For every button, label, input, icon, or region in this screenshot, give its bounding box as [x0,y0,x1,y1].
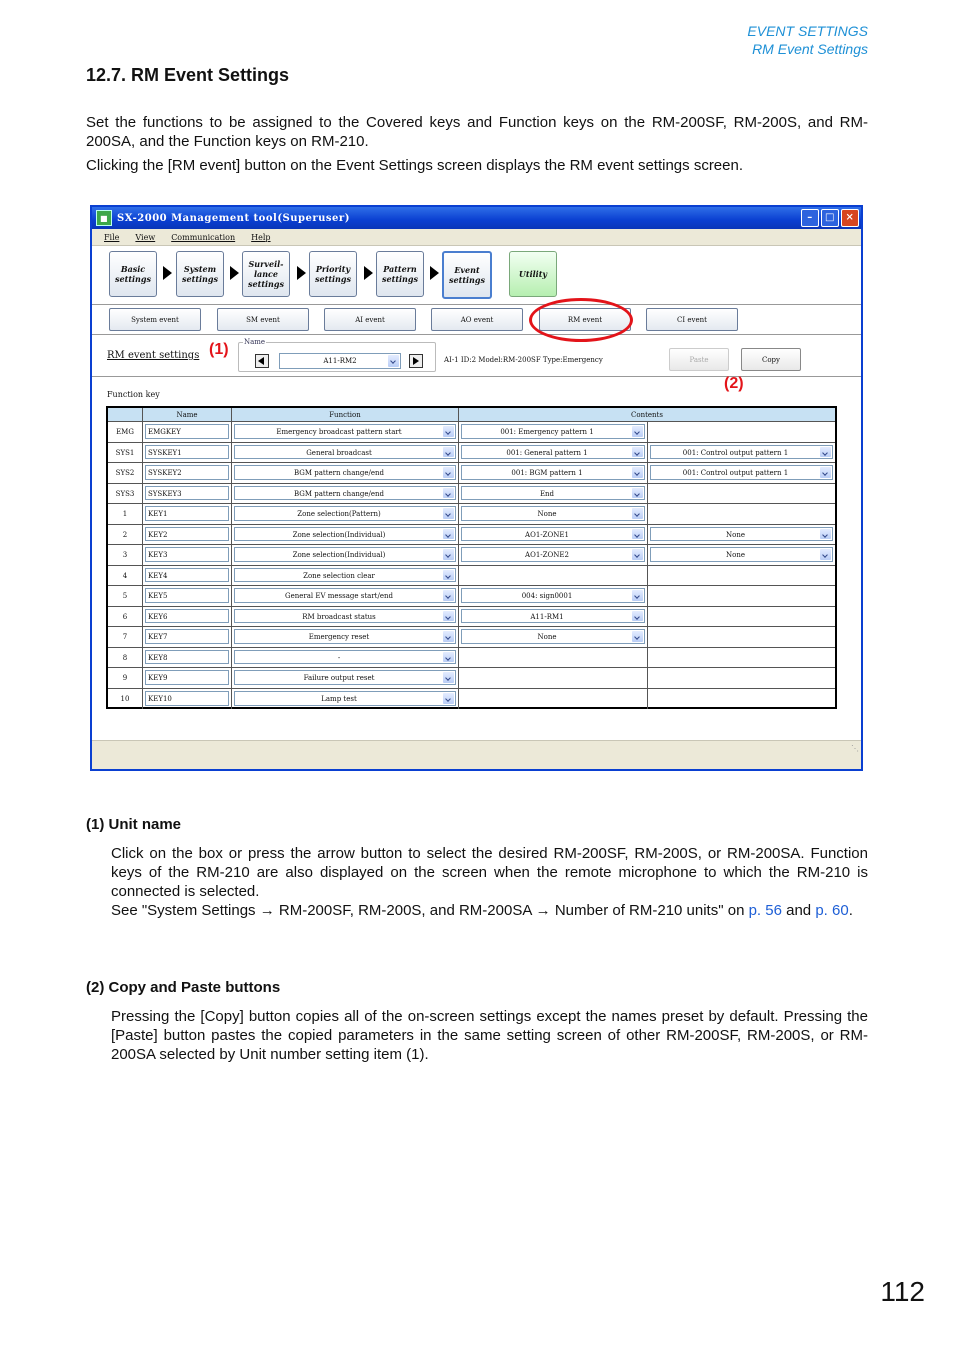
function-value: BGM pattern change/end [294,489,384,498]
chevron-down-icon[interactable] [632,508,643,519]
callout-1: (1) [209,341,229,358]
contents-2-value: None [726,530,745,539]
function-select[interactable] [234,629,456,644]
contents-2-cell [648,689,835,710]
contents-2-select[interactable] [650,465,833,480]
step-basic-settings[interactable]: Basic settings [109,251,157,297]
contents-2-cell [648,422,835,442]
function-cell [232,504,459,524]
settings-steps [92,246,861,305]
chevron-down-icon[interactable] [443,672,454,683]
chevron-down-icon[interactable] [820,549,831,560]
tab-ao-event[interactable]: AO event [431,308,523,331]
intro-paragraph-2: Clicking the [RM event] button on the Event Settings screen displays the RM event settings screen. [86,157,744,174]
contents-2-value: 001: Control output pattern 1 [682,448,789,457]
key-name-input[interactable]: KEY4 [145,568,229,583]
contents-1-cell [459,484,648,504]
chevron-down-icon[interactable] [443,549,454,560]
tab-rm-event[interactable]: RM event [539,308,631,331]
key-name-cell [143,668,232,688]
function-cell [232,648,459,668]
chevron-down-icon[interactable] [443,488,454,499]
function-value: Zone selection(Individual) [292,530,386,539]
function-select[interactable] [234,506,456,521]
key-id-cell: 2 [108,525,143,545]
maximize-icon[interactable]: □ [821,209,839,227]
key-name-cell [143,689,232,710]
key-name-input[interactable]: KEY9 [145,670,229,685]
unit-select[interactable] [279,353,401,369]
table-row [108,668,835,689]
key-id-cell: SYS1 [108,443,143,463]
contents-1-select[interactable] [461,506,645,521]
key-name-input[interactable]: SYSKEY2 [145,465,229,480]
function-select[interactable] [234,609,456,624]
resize-grip-icon[interactable]: ⋱ [851,744,859,753]
window-title: SX-2000 Management tool(Superuser) [117,212,350,224]
chevron-down-icon[interactable] [632,611,643,622]
menu-bar [92,229,861,246]
key-name-cell [143,463,232,483]
table-row [108,484,835,505]
contents-2-select[interactable] [650,547,833,562]
chevron-down-icon[interactable] [443,426,454,437]
contents-2-value: 001: Control output pattern 1 [682,469,789,477]
step-utility[interactable]: Utility [509,251,557,297]
item1-text: Click on the box or press the arrow button to select the desired RM-200SF, RM-200S, or RM-200SA. Function keys of the RM-210 are also displayed on the screen when the remote microphone to which the RM-210 is connected is selected. [111,845,868,900]
contents-2-select[interactable] [650,527,833,542]
key-name-cell [143,627,232,647]
tab-ai-event[interactable]: AI event [324,308,416,331]
next-unit-arrow-icon[interactable] [409,354,423,368]
key-id-cell: 6 [108,607,143,627]
table-row [108,443,835,464]
contents-1-value: None [537,510,557,518]
contents-1-value: 001: General pattern 1 [506,448,588,457]
function-value: Zone selection(Pattern) [297,510,381,518]
contents-1-select[interactable] [461,486,645,501]
key-name-input[interactable]: KEY5 [145,588,229,603]
key-name-cell [143,566,232,586]
chevron-down-icon[interactable] [443,631,454,642]
function-value: General broadcast [306,448,372,457]
table-row [108,545,835,566]
contents-1-cell [459,648,648,668]
contents-1-cell [459,504,648,524]
key-name-input[interactable]: KEY10 [145,691,229,707]
name-legend: Name [244,338,266,346]
key-id-cell: 10 [108,689,143,710]
function-select[interactable] [234,670,456,685]
contents-1-select[interactable] [461,547,645,562]
menu-help[interactable]: Help [251,232,271,242]
table-row [108,627,835,648]
table-row [108,607,835,628]
contents-2-cell [648,648,835,668]
step-priority-settings[interactable]: Priority settings [309,251,357,297]
table-row [108,422,835,443]
window-titlebar [92,207,861,229]
chevron-down-icon[interactable] [632,631,643,642]
key-id-cell: EMG [108,422,143,442]
function-cell [232,443,459,463]
menu-file[interactable]: File [104,232,120,242]
chevron-down-icon[interactable] [632,590,643,601]
function-cell [232,422,459,442]
step-surveillance-settings[interactable]: Surveil-lance settings [242,251,290,297]
step-event-settings[interactable]: Event settings [442,251,492,299]
header-section: RM Event Settings [752,41,868,57]
copy-button[interactable]: Copy [741,348,801,371]
intro-paragraph-1: Set the functions to be assigned to the Covered keys and Function keys on the RM-200SF, RM-200S, and RM-200SA, and the Function keys on RM-210. [86,114,868,150]
col-header-function: Function [232,408,459,422]
contents-2-cell [648,586,835,606]
close-icon[interactable]: × [841,209,859,227]
chevron-down-icon[interactable] [443,590,454,601]
function-value: Emergency reset [308,633,370,641]
function-select[interactable] [234,547,456,562]
chevron-down-icon[interactable] [632,488,643,499]
running-header [747,22,868,58]
function-select[interactable] [234,568,456,583]
step-system-settings[interactable]: System settings [176,251,224,297]
function-select[interactable] [234,527,456,542]
contents-2-value: None [726,551,745,559]
function-cell [232,525,459,545]
function-key-table [106,406,837,709]
chevron-down-icon[interactable] [443,508,454,519]
unit-select-value: A11-RM2 [323,357,357,365]
key-id-cell: 8 [108,648,143,668]
table-row [108,566,835,587]
function-select[interactable] [234,445,456,460]
key-name-input[interactable]: KEY1 [145,506,229,521]
key-id-cell: 4 [108,566,143,586]
table-row [108,525,835,546]
item1-and: and [781,902,816,919]
item1-heading: (1) Unit name [86,816,182,833]
contents-1-value: None [537,633,557,641]
contents-2-cell [648,525,835,545]
key-name-input[interactable]: SYSKEY1 [145,445,229,460]
function-value: Lamp test [321,694,357,703]
key-id-cell: 1 [108,504,143,524]
key-id-cell: 5 [108,586,143,606]
key-name-cell [143,422,232,442]
chevron-down-icon[interactable] [443,693,454,705]
table-row [108,463,835,484]
unit-name-group [238,338,436,372]
col-header-id [108,408,143,422]
col-header-name: Name [143,408,232,422]
function-value: General EV message start/end [285,592,393,600]
contents-1-cell [459,668,648,688]
chevron-down-icon[interactable] [820,529,831,540]
link-page-60[interactable]: p. 60 [815,902,849,919]
arrow-right-icon [230,266,239,280]
contents-1-value: A11-RM1 [530,612,564,621]
contents-1-cell [459,689,648,710]
key-name-input[interactable]: KEY2 [145,527,229,542]
function-value: Emergency broadcast pattern start [276,428,402,436]
key-id-cell: 9 [108,668,143,688]
function-select[interactable] [234,588,456,603]
function-cell [232,689,459,710]
menu-view[interactable]: View [135,232,156,242]
tab-ci-event[interactable]: CI event [646,308,738,331]
table-row [108,586,835,607]
arrow-right-icon [364,266,373,280]
contents-2-cell [648,463,835,483]
chevron-down-icon[interactable] [632,426,643,437]
contents-1-value: End [539,489,555,498]
contents-1-cell [459,422,648,442]
function-value: Zone selection(Individual) [292,551,386,559]
contents-1-select[interactable] [461,609,645,624]
key-name-cell [143,545,232,565]
chevron-down-icon[interactable] [820,447,831,458]
contents-1-select[interactable] [461,527,645,542]
unit-row [92,334,861,377]
contents-1-cell [459,545,648,565]
function-select[interactable] [234,465,456,480]
key-name-cell [143,525,232,545]
key-id-cell: SYS2 [108,463,143,483]
minimize-icon[interactable]: – [801,209,819,227]
key-name-input[interactable]: KEY3 [145,547,229,562]
function-cell [232,607,459,627]
tab-system-event[interactable]: System event [109,308,201,331]
function-select[interactable] [234,486,456,501]
function-value: - [337,653,341,662]
header-chapter: EVENT SETTINGS [747,23,868,39]
contents-2-cell [648,443,835,463]
contents-1-value: 001: Emergency pattern 1 [500,428,594,436]
window-client [92,246,861,755]
chevron-down-icon[interactable] [632,447,643,458]
item2-heading: (2) Copy and Paste buttons [86,979,281,996]
chevron-down-icon[interactable] [632,467,643,478]
contents-1-select[interactable] [461,588,645,603]
contents-1-select[interactable] [461,465,645,480]
arrow-right-icon [163,266,172,280]
function-key-label: Function key [107,390,160,399]
key-id-cell: SYS3 [108,484,143,504]
chevron-down-icon[interactable] [443,529,454,540]
contents-1-select[interactable] [461,424,645,439]
function-value: RM broadcast status [302,612,376,621]
contents-1-value: 001: BGM pattern 1 [511,469,583,477]
contents-2-select[interactable] [650,445,833,460]
table-row [108,689,835,710]
item1-see-prefix: See "System Settings → RM-200SF, RM-200S, and RM-200SA → Number of RM-210 units" on [111,902,749,919]
arrow-right-icon [297,266,306,280]
function-value: Failure output reset [303,674,375,682]
key-id-cell: 7 [108,627,143,647]
section-title: 12.7. RM Event Settings [86,65,290,85]
function-value: Zone selection clear [303,571,375,580]
contents-1-value: 004: sign0001 [521,592,573,600]
key-name-cell [143,607,232,627]
contents-1-cell [459,525,648,545]
contents-1-cell [459,586,648,606]
paste-button[interactable]: Paste [669,348,729,371]
page-number: 112 [880,1276,925,1307]
key-name-input[interactable]: KEY8 [145,650,229,665]
event-tabs [92,304,861,335]
chevron-down-icon[interactable] [632,529,643,540]
contents-1-cell [459,627,648,647]
chevron-down-icon[interactable] [443,652,454,663]
contents-1-cell [459,443,648,463]
contents-2-cell [648,566,835,586]
key-id-cell: 3 [108,545,143,565]
prev-unit-arrow-icon[interactable] [255,354,269,368]
chevron-down-icon[interactable] [632,549,643,560]
function-cell [232,586,459,606]
arrow-right-icon [430,266,439,280]
contents-1-cell [459,566,648,586]
function-cell [232,566,459,586]
contents-1-value: AO1-ZONE2 [525,551,569,559]
function-cell [232,463,459,483]
chevron-down-icon[interactable] [443,447,454,458]
contents-2-cell [648,627,835,647]
contents-2-cell [648,504,835,524]
item1-period: . [848,902,853,919]
contents-2-cell [648,668,835,688]
contents-1-select[interactable] [461,629,645,644]
function-cell [232,545,459,565]
unit-info: AI-1 ID:2 Model:RM-200SF Type:Emergency [444,356,603,364]
key-name-input[interactable]: EMGKEY [145,424,229,439]
item1-body [111,844,868,920]
key-name-input[interactable]: KEY6 [145,609,229,624]
chevron-down-icon[interactable] [820,467,831,478]
step-pattern-settings[interactable]: Pattern settings [376,251,424,297]
function-select[interactable] [234,650,456,665]
contents-1-select[interactable] [461,445,645,460]
function-cell [232,484,459,504]
chevron-down-icon[interactable] [443,611,454,622]
contents-2-cell [648,545,835,565]
menu-communication[interactable]: Communication [171,232,236,242]
key-name-cell [143,484,232,504]
status-bar [92,740,861,755]
function-cell [232,668,459,688]
function-value: BGM pattern change/end [294,469,384,477]
col-header-contents: Contents [459,408,835,422]
app-icon: ■ [96,210,112,226]
key-name-input[interactable]: SYSKEY3 [145,486,229,501]
contents-2-cell [648,607,835,627]
chevron-down-icon[interactable] [388,355,399,367]
key-name-cell [143,586,232,606]
tab-sm-event[interactable]: SM event [217,308,309,331]
contents-1-value: AO1-ZONE1 [525,530,569,539]
key-name-cell [143,648,232,668]
contents-2-cell [648,484,835,504]
callout-2: (2) [724,375,744,392]
table-row [108,648,835,669]
contents-1-cell [459,463,648,483]
function-select[interactable] [234,691,456,707]
item2-body: Pressing the [Copy] button copies all of the on-screen settings except the names preset by default. Pressing the [Paste] button pastes the copied parameters in the same setting screen of other RM-200SF, RM-200S, or RM-200SA selected by Unit number setting item (1). [111,1008,868,1063]
contents-1-cell [459,607,648,627]
key-name-cell [143,443,232,463]
table-row [108,504,835,525]
link-page-56[interactable]: p. 56 [748,902,782,919]
chevron-down-icon[interactable] [443,467,454,478]
rm-event-settings-label: RM event settings [107,350,200,361]
key-name-cell [143,504,232,524]
chevron-down-icon[interactable] [443,570,454,581]
key-name-input[interactable]: KEY7 [145,629,229,644]
function-cell [232,627,459,647]
app-window [90,205,863,771]
function-select[interactable] [234,424,456,439]
